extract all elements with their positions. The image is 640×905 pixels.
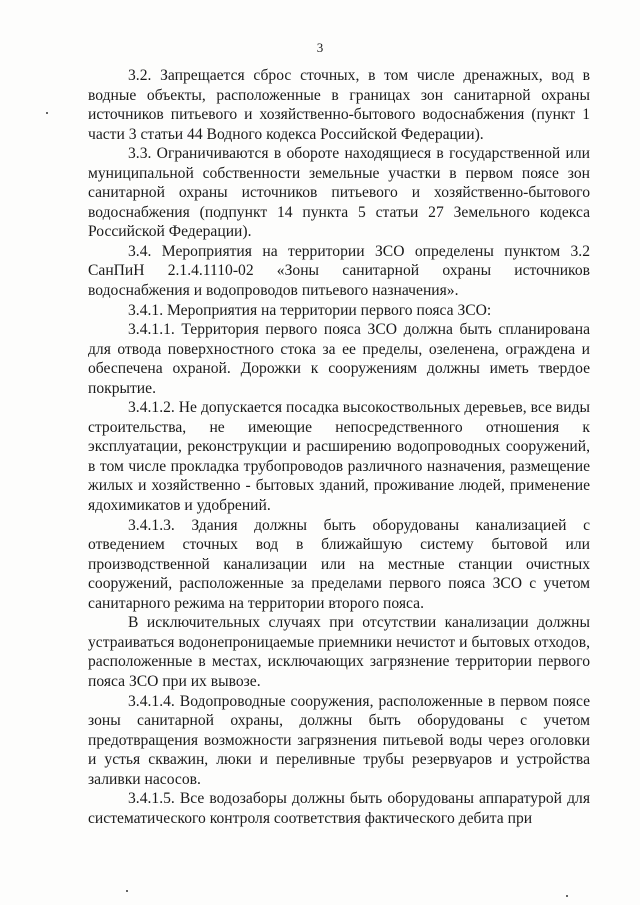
paragraph-3-2: 3.2. Запрещается сброс сточных, в том числе дренажных, вод в водные объекты, расположенные в границах зон санитарной охраны источников питьевого и хозяйственно-бытового водоснабжения (пункт 1 части 3 статьи 44 Водного кодекса Российской Федерации).	[88, 67, 590, 143]
paragraph-3-4: 3.4. Мероприятия на территории ЗСО определены пунктом 3.2 СанПиН 2.1.4.1110-02 «Зоны санитарной охраны источников водоснабжения и водопроводов питьевого назначения».	[88, 242, 590, 300]
scan-speck	[126, 890, 128, 892]
paragraph-3-4-1: 3.4.1. Мероприятия на территории первого пояса ЗСО:	[128, 301, 492, 319]
document-body	[88, 66, 590, 828]
paragraph-3-4-1-2: 3.4.1.2. Не допускается посадка высокоствольных деревьев, все виды строительства, не имеющие непосредственного отношения к эксплуатации, реконструкции и расширению водопроводных сооружений, в том числе прокладка трубопроводов различного назначения, размещение жилых и хозяйственно - бытовых зданий, проживание людей, применение ядохимикатов и удобрений.	[88, 399, 590, 515]
paragraph-3-4-1-5: 3.4.1.5. Все водозаборы должны быть оборудованы аппаратурой для систематического контроля соответствия фактического дебита при	[88, 790, 590, 827]
paragraph-exceptional-cases: В исключительных случаях при отсутствии канализации должны устраиваться водонепроницаемые приемники нечистот и бытовых отходов, расположенные в местах, исключающих загрязнение территории первого пояса ЗСО при их вывозе.	[88, 614, 590, 690]
paragraph-3-4-1-3: 3.4.1.3. Здания должны быть оборудованы канализацией с отведением сточных вод в ближайшую систему бытовой или производственной канализации или на местные станции очистных сооружений, расположенные за пределами первого пояса ЗСО с учетом санитарного режима на территории второго пояса.	[88, 516, 590, 612]
page-number: 3	[316, 40, 324, 55]
paragraph-3-3: 3.3. Ограничиваются в обороте находящиеся в государственной или муниципальной собственности земельные участки в первом поясе зон санитарной охраны источников питьевого и хозяйственно-бытового водоснабжения (подпункт 14 пункта 5 статьи 27 Земельного кодекса Российской Федерации).	[88, 145, 590, 241]
scan-speck	[46, 112, 48, 114]
paragraph-3-4-1-4: 3.4.1.4. Водопроводные сооружения, расположенные в первом поясе зоны санитарной охраны, должны быть оборудованы с учетом предотвращения возможности загрязнения питьевой воды через оголовки и устья скважин, люки и переливные трубы резервуаров и устройства заливки насосов.	[88, 692, 590, 788]
scan-speck	[566, 895, 568, 897]
paragraph-3-4-1-1: 3.4.1.1. Территория первого пояса ЗСО должна быть спланирована для отвода поверхностного стока за ее пределы, озеленена, ограждена и обеспечена охраной. Дорожки к сооружениям должны иметь твердое покрытие.	[88, 321, 590, 397]
